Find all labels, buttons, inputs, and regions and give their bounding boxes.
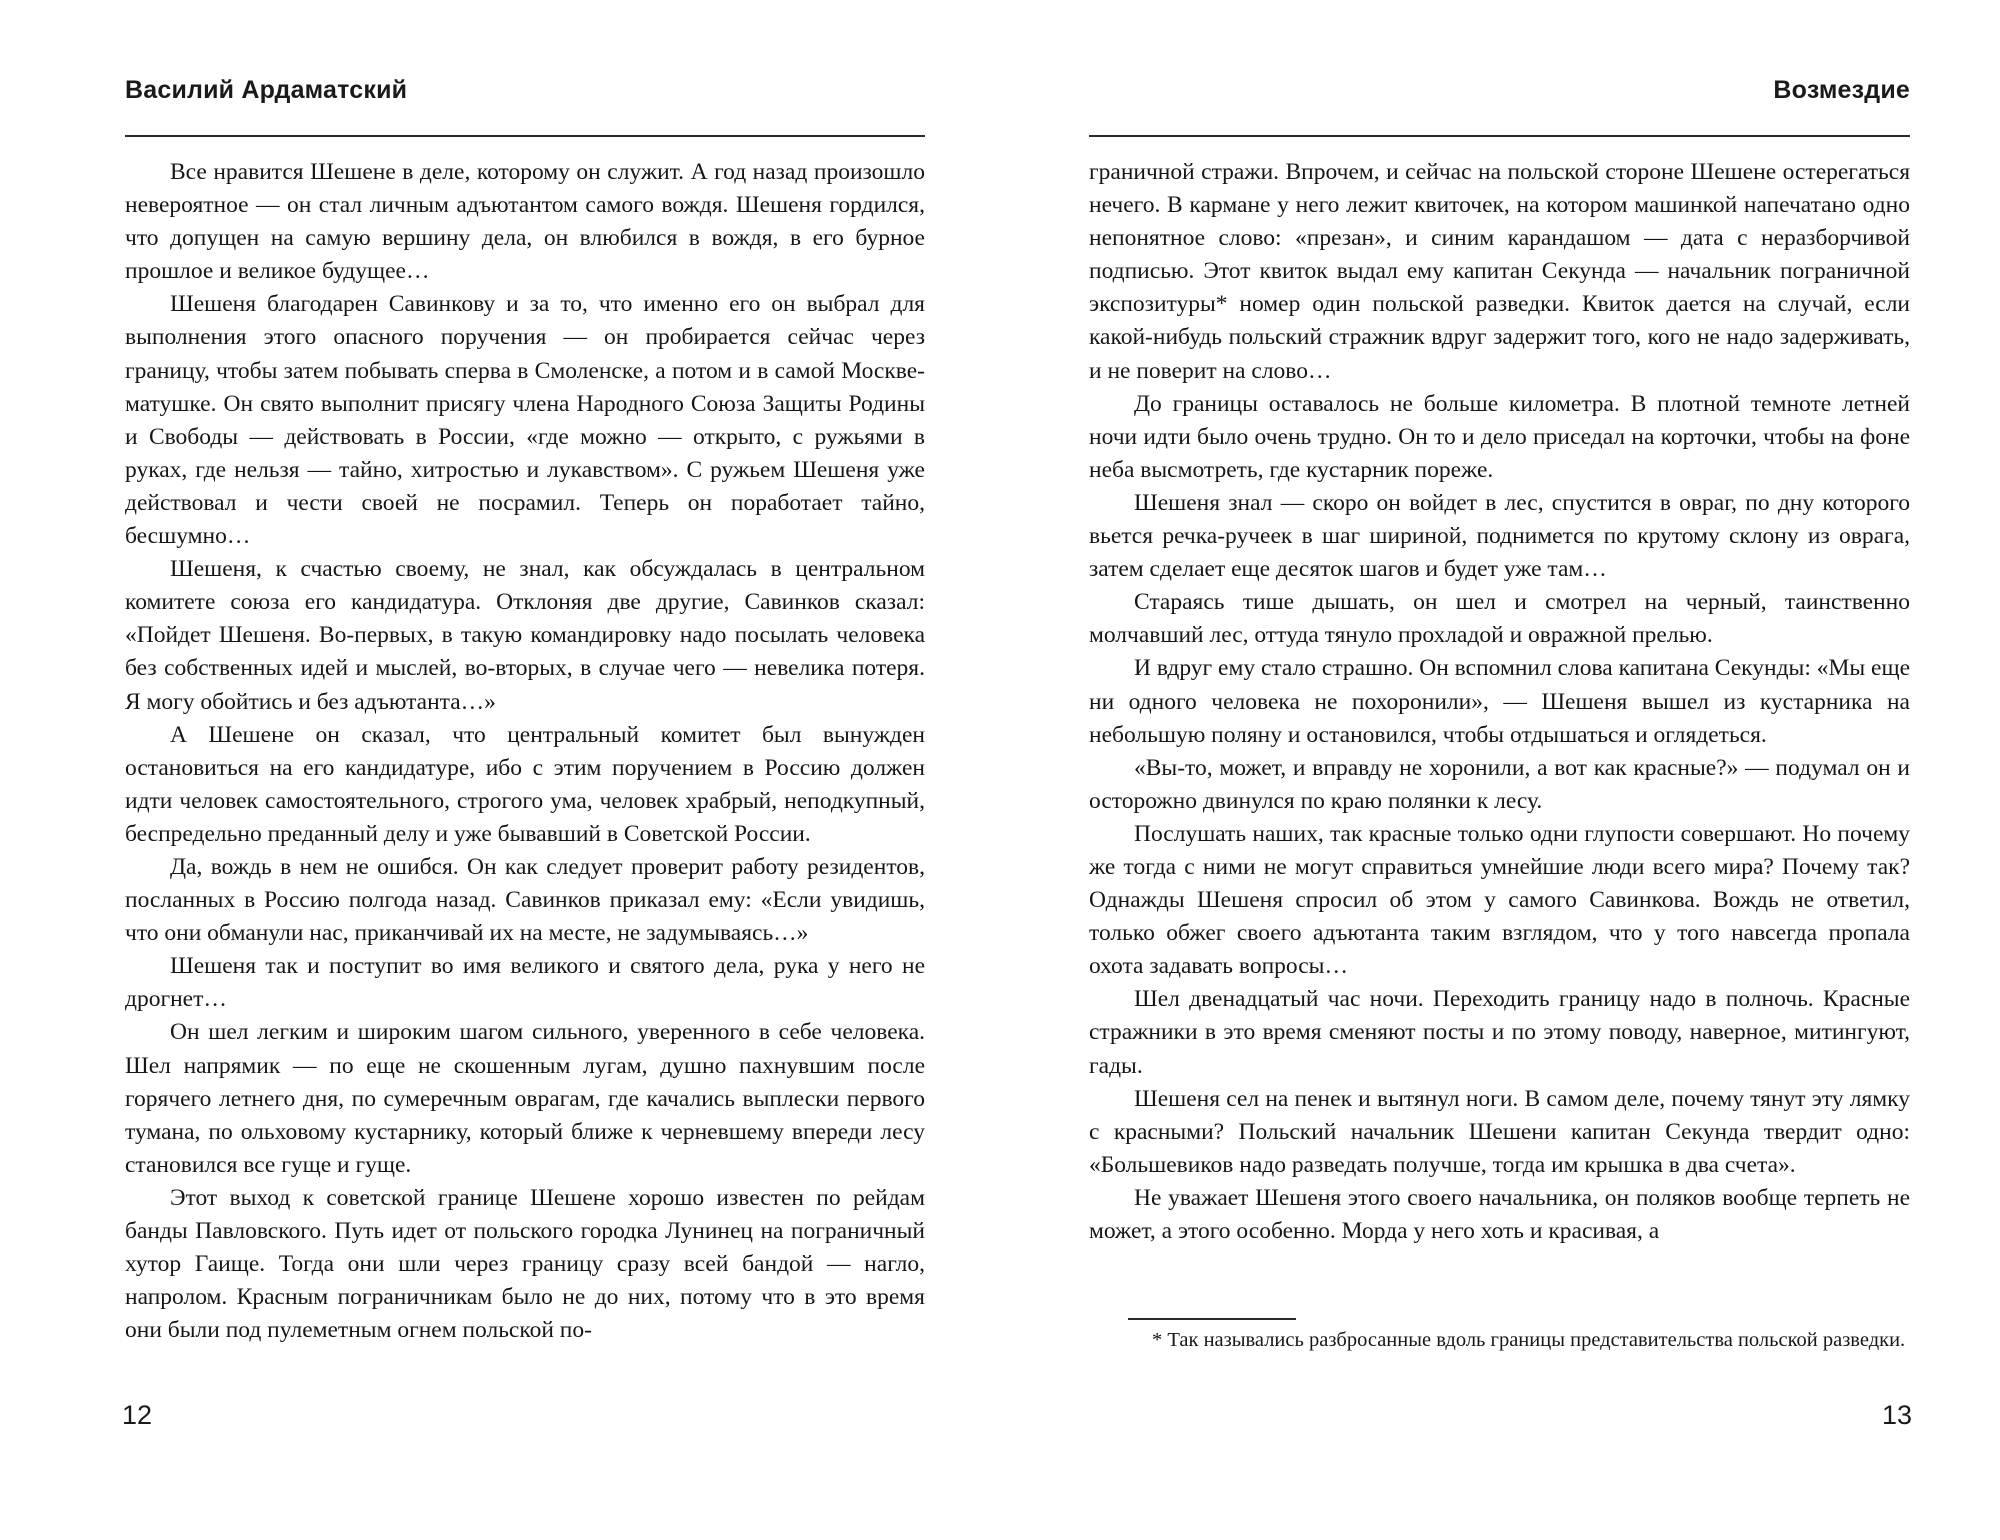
page-number: 13 [1881,1400,1912,1430]
continued-paragraph: граничной стражи. Впрочем, и сейчас на польской стороне Шешене остерегаться нечего. В кармане у него лежит квиточек, на котором машинкой напечатано одно непонятное слово: «презан», и синим карандашом — дата с неразборчивой подписью. Этот квиток выдал ему капитан Секунда — начальник пограничной экспозитуры* номер один польской разведки. Квиток дается на случай, если какой-нибудь польский стражник вдруг задержит того, кого не надо задерживать, и не поверит на слово… [1089,159,1910,384]
paragraph: Все нравится Шешене в деле, которому он служит. А год назад произошло невероятное — он стал личным адъютантом самого вождя. Шешеня гордился, что допущен на самую вершину дела, он влюбился в вождя, в его бурное прошлое и великое будущее… [125,159,925,285]
paragraph: Шешеня благодарен Савинкову и за то, что именно его он выбрал для выполнения этого опасного поручения — он пробирается сейчас через границу, чтобы затем побывать сперва в Смоленске, а потом и в самой Москве-матушке. Он свято выполнит присягу члена Народного Союза Защиты Родины и Свободы — действовать в России, «где можно — открыто, с ружьями в руках, где нельзя — тайно, хитростью и лукавством». С ружьем Шешеня уже действовал и чести своей не посрамил. Теперь он поработает тайно, бесшумно… [125,291,925,550]
right-page-body [1089,156,1910,1248]
paragraph: Стараясь тише дышать, он шел и смотрел на черный, таинственно молчавший лес, оттуда тянуло прохладой и овражной прелью. [1089,589,1910,649]
paragraph: А Шешене он сказал, что центральный комитет был вынужден остановиться на его кандидатуре, ибо с этим поручением в Россию должен идти человек самостоятельного, строгого ума, человек храбрый, неподкупный, беспредельно преданный делу и уже бывавший в Советской России. [125,721,925,847]
right-page [1000,0,2000,1540]
paragraph: Шешеня знал — скоро он войдет в лес, спустится в овраг, по дну которого вьется речка-ручеек в шаг шириной, поднимется по крутому склону из оврага, затем сделает еще десяток шагов и будет уже там… [1089,489,1910,583]
paragraph: Шел двенадцатый час ночи. Переходить границу надо в полночь. Красные стражники в это время сменяют посты и по этому поводу, наверное, митингуют, гады. [1089,986,1910,1079]
header-rule [1089,135,1910,137]
footnote-rule [1128,1318,1296,1320]
paragraph: «Вы-то, может, и вправду не хоронили, а вот как красные?» — подумал он и осторожно двинулся по краю полянки к лесу. [1089,754,1910,814]
footnote: * Так назывались разбросанные вдоль границы представительства польской разведки. [1152,1329,1906,1351]
paragraph: Шешеня так и поступит во имя великого и святого дела, рука у него не дрогнет… [125,953,925,1013]
left-page-body [125,156,925,1347]
paragraph: Да, вождь в нем не ошибся. Он как следует проверит работу резидентов, посланных в Россию полгода назад. Савинков приказал ему: «Если увидишь, что они обманули нас, приканчивай их на месте, не задумываясь…» [125,853,925,947]
paragraph: Он шел легким и широким шагом сильного, уверенного в себе человека. Шел напрямик — по еще не скошенным лугам, душно пахнувшим после горячего летнего дня, по сумеречным оврагам, где качались выплески первого тумана, по ольховому кустарнику, который ближе к черневшему впереди лесу становился все гуще и гуще. [125,1019,925,1178]
running-head-author: Василий Ардаматский [125,76,408,104]
header-rule [125,135,925,137]
paragraph: До границы оставалось не больше километра. В плотной темноте летней ночи идти было очень трудно. Он то и дело приседал на корточки, чтобы на фоне неба высмотреть, где кустарник пореже. [1089,390,1910,483]
page-number: 12 [122,1400,153,1430]
running-head-title: Возмездие [1773,76,1910,104]
paragraph: Шешеня, к счастью своему, не знал, как обсуждалась в центральном комитете союза его кандидатура. Отклоняя две другие, Савинков сказал: «Пойдет Шешеня. Во-первых, в такую командировку надо посылать человека без собственных идей и мыслей, во-вторых, в случае чего — невелика потеря. Я могу обойтись и без адъютанта…» [125,556,925,715]
paragraph: Этот выход к советской границе Шешене хорошо известен по рейдам банды Павловского. Путь идет от польского городка Лунинец на пограничный хутор Гаище. Тогда они шли через границу сразу всей бандой — нагло, напролом. Красным пограничникам было не до них, потому что в это время они были под пулеметным огнем польской по- [125,1184,925,1344]
paragraph: Послушать наших, так красные только одни глупости совершают. Но почему же тогда с ними не могут справиться умнейшие люди всего мира? Почему так? Однажды Шешеня спросил об этом у самого Савинкова. Вождь не ответил, только обжег своего адъютанта таким взглядом, что у того навсегда пропала охота задавать вопросы… [1089,820,1910,980]
paragraph: Не уважает Шешеня этого своего начальника, он поляков вообще терпеть не может, а этого особенно. Морда у него хоть и красивая, а [1089,1184,1910,1244]
paragraph: Шешеня сел на пенек и вытянул ноги. В самом деле, почему тянут эту лямку с красными? Польский начальник Шешени капитан Секунда твердит одно: «Большевиков надо разведать получше, тогда им крышка в два счета». [1089,1085,1910,1178]
paragraph: И вдруг ему стало страшно. Он вспомнил слова капитана Секунды: «Мы еще ни одного человека не похоронили», — Шешеня вышел из кустарника на небольшую поляну и остановился, чтобы отдышаться и оглядеться. [1089,655,1910,748]
